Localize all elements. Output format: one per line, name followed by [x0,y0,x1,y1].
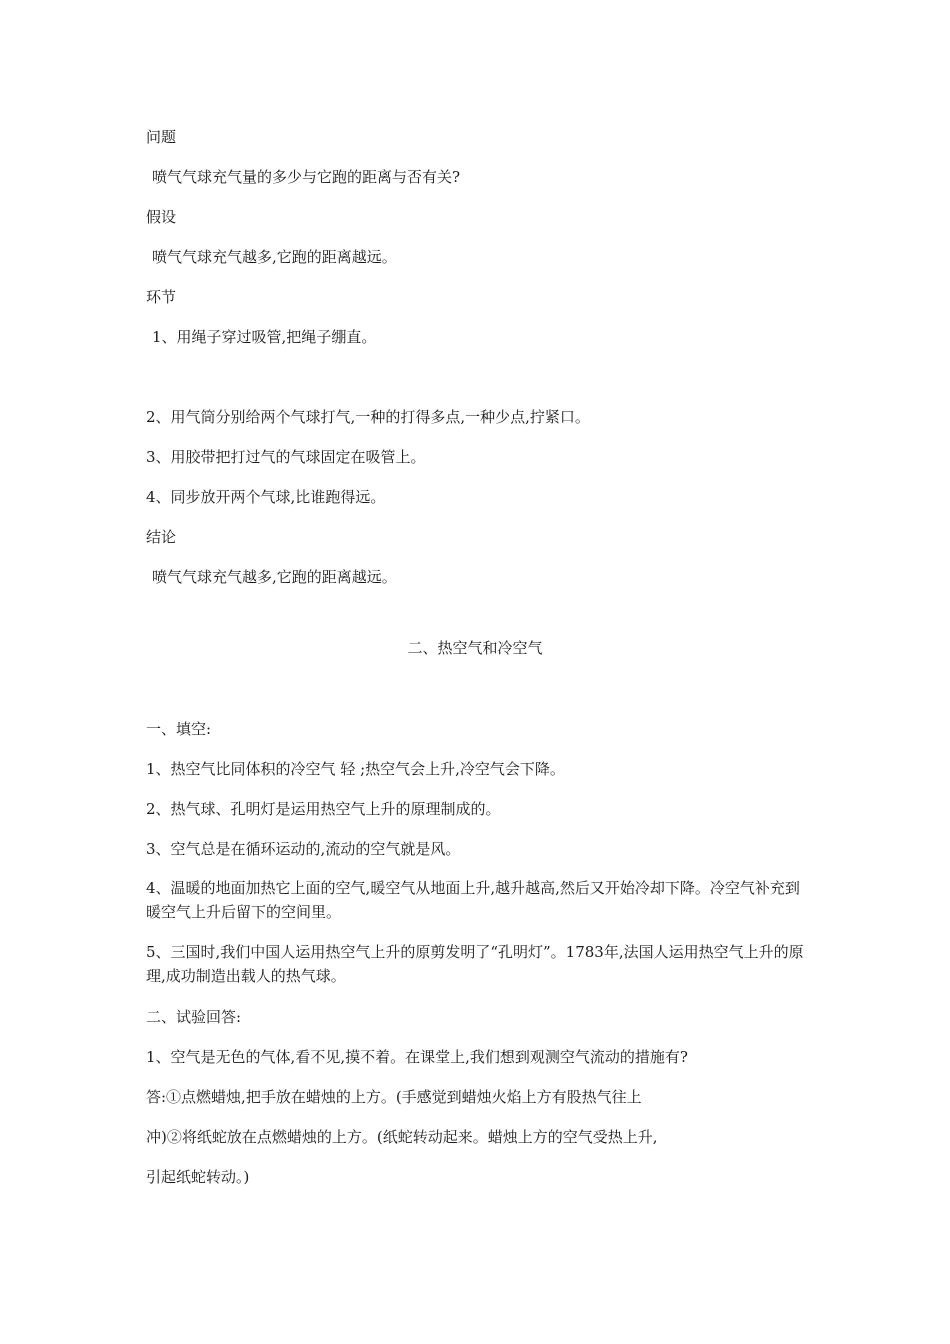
fill-heading: 一、填空: [146,720,212,738]
fill-item-5: 5、三国时,我们中国人运用热空气上升的原剪发明了“孔明灯”。1783年,法国人运用热空气上升的原理,成功制造出载人的热气球。 [146,943,804,985]
fill-item-4: 4、温暖的地面加热它上面的空气,暖空气从地面上升,越升越高,然后又开始冷却下降。冷空气补充到暖空气上升后留下的空间里。 [146,879,800,921]
hypothesis-heading: 假设 [146,208,177,226]
conclusion-heading: 结论 [146,528,177,546]
experiment-heading: 二、试验回答: [146,1008,242,1026]
step-item-4: 4、同步放开两个气球,比谁跑得远。 [146,488,386,506]
fill-item-2: 2、热气球、孔明灯是运用热空气上升的原理制成的。 [146,800,501,818]
answer-line-3: 引起纸蛇转动。) [146,1168,250,1186]
answer-line-2: 冲)②将纸蛇放在点燃蜡烛的上方。(纸蛇转动起来。蜡烛上方的空气受热上升, [146,1128,658,1146]
question-text: 喷气气球充气量的多少与它跑的距离与否有关? [152,168,461,186]
conclusion-text: 喷气气球充气越多,它跑的距离越远。 [152,568,397,586]
experiment-question-1: 1、空气是无色的气体,看不见,摸不着。在课堂上,我们想到观测空气流动的措施有? [146,1048,688,1066]
step-item-1: 1、用绳子穿过吸管,把绳子绷直。 [152,328,377,346]
fill-item-1: 1、热空气比同体积的冷空气 轻 ;热空气会上升,冷空气会下降。 [146,760,565,778]
step-item-3: 3、用胶带把打过气的气球固定在吸管上。 [146,448,426,466]
step-item-2: 2、用气筒分别给两个气球打气,一种的打得多点,一种少点,拧紧口。 [146,408,590,426]
hypothesis-text: 喷气气球充气越多,它跑的距离越远。 [152,248,397,266]
question-heading: 问题 [146,128,177,146]
section-title: 二、热空气和冷空气 [407,639,543,657]
answer-line-1: 答:①点燃蜡烛,把手放在蜡烛的上方。(手感觉到蜡烛火焰上方有股热气往上 [146,1088,642,1106]
fill-item-3: 3、空气总是在循环运动的,流动的空气就是风。 [146,840,461,858]
steps-heading: 环节 [146,288,177,306]
